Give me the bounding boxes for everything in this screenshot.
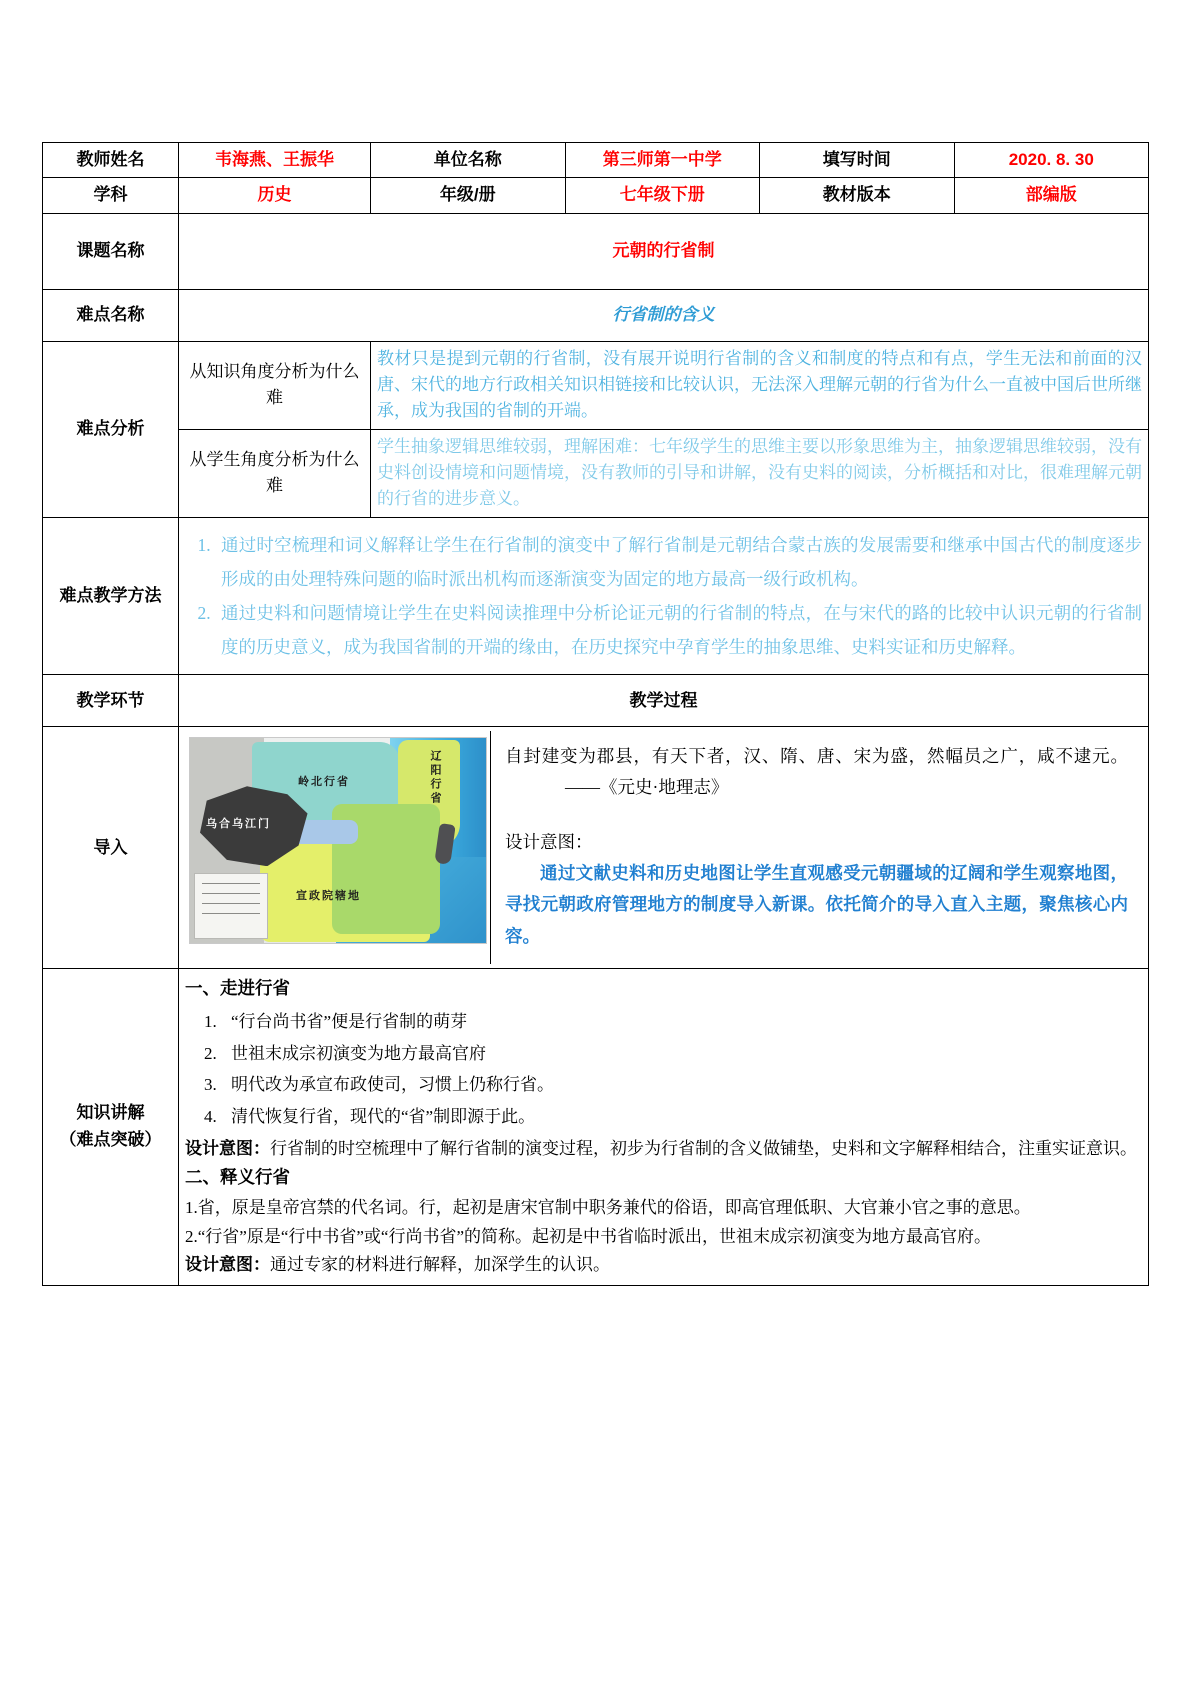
table-row-intro <box>43 727 1149 969</box>
list-item: 4. 清代恢复行省，现代的“省”制即源于此。 <box>221 1101 1142 1132</box>
list-item: 2. 通过史料和问题情境让学生在史料阅读推理中分析论证元朝的行省制的特点，在与宋代的路的比较中认识元朝的行省制度的历史意义，成为我国省制的开端的缘由，在历史探究中孕育学生的抽象思维、史料实证和历史解释。 <box>215 596 1142 664</box>
table-row-method <box>43 517 1149 675</box>
list-item: 2. 世祖末成宗初演变为地方最高官府 <box>221 1038 1142 1069</box>
source-quote <box>505 741 1128 802</box>
knowledge-intent1-text: 行省制的时空梳理中了解行省制的演变过程，初步为行省制的含义做铺垫，史料和文字解释相结合，注重实证意识。 <box>270 1139 1137 1158</box>
subject-label: 学科 <box>43 178 179 213</box>
teaching-method-cell <box>179 517 1149 675</box>
teaching-stage-label: 教学环节 <box>43 675 179 727</box>
table-row-analysis-student <box>43 429 1149 517</box>
map-legend <box>194 873 268 939</box>
fill-date-value: 2020. 8. 30 <box>954 143 1149 178</box>
table-row-analysis-knowledge <box>43 341 1149 429</box>
student-angle-text: 学生抽象逻辑思维较弱，理解困难：七年级学生的思维主要以形象思维为主，抽象逻辑思维较弱，没有史料创设情境和问题情境，没有教师的引导和讲解，没有史料的阅读，分析概括和对比，很难理解元朝的行省的进步意义。 <box>371 429 1149 517</box>
knowledge-label-line2: （难点突破） <box>59 1129 162 1149</box>
knowledge-intent2-label: 设计意图： <box>185 1255 270 1275</box>
table-row-subject <box>43 178 1149 213</box>
lesson-plan-table <box>42 142 1149 1286</box>
table-row-knowledge <box>43 969 1149 1285</box>
intro-label: 导入 <box>43 727 179 969</box>
difficulty-analysis-label: 难点分析 <box>43 341 179 517</box>
difficulty-name-value: 行省制的含义 <box>179 289 1149 341</box>
map-container <box>185 731 490 952</box>
grade-value: 七年级下册 <box>565 178 760 213</box>
textbook-version-value: 部编版 <box>954 178 1149 213</box>
teacher-name-label: 教师姓名 <box>43 143 179 178</box>
unit-name-value: 第三师第一中学 <box>565 143 760 178</box>
textbook-version-label: 教材版本 <box>760 178 955 213</box>
knowledge-label-line1: 知识讲解 <box>76 1103 145 1123</box>
knowledge-section2-p2: 2.“行省”原是“行中书省”或“行尚书省”的简称。起初是中书省临时派出，世祖末成宗初演变为地方最高官府。 <box>185 1226 992 1246</box>
grade-label: 年级/册 <box>371 178 566 213</box>
teacher-name-value: 韦海燕、王振华 <box>179 143 371 178</box>
source-quote-text: 自封建变为郡县，有天下者，汉、隋、唐、宋为盛，然幅员之广，咸不逮元。 <box>505 746 1128 767</box>
knowledge-angle-label: 从知识角度分析为什么难 <box>179 341 371 429</box>
topic-value: 元朝的行省制 <box>179 213 1149 289</box>
knowledge-content-cell <box>179 969 1149 1285</box>
knowledge-intent2-text: 通过专家的材料进行解释，加深学生的认识。 <box>270 1255 610 1275</box>
intro-content-cell <box>179 727 1149 969</box>
map-label-xuanzheng: 宣政院辖地 <box>296 890 361 903</box>
yuan-dynasty-province-map <box>189 737 487 944</box>
difficulty-name-label: 难点名称 <box>43 289 179 341</box>
teaching-method-label: 难点教学方法 <box>43 517 179 675</box>
table-row-difficulty-name <box>43 289 1149 341</box>
knowledge-section-label <box>43 969 179 1285</box>
topic-label: 课题名称 <box>43 213 179 289</box>
knowledge-intent1-label: 设计意图： <box>185 1139 270 1158</box>
list-item: 3. 明代改为承宣布政使司，习惯上仍称行省。 <box>221 1069 1142 1100</box>
knowledge-section2-title: 二、释义行省 <box>185 1167 290 1188</box>
map-label-liaoyang: 辽阳行省 <box>429 750 442 807</box>
table-row-teacher <box>43 143 1149 178</box>
knowledge-angle-text: 教材只是提到元朝的行省制，没有展开说明行省制的含义和制度的特点和有点，学生无法和前面的汉唐、宋代的地方行政相关知识相链接和比较认识，无法深入理解元朝的行省为什么一直被中国后世所继承，成为我国的省制的开端。 <box>371 341 1149 429</box>
teaching-process-label: 教学过程 <box>179 675 1149 727</box>
unit-name-label: 单位名称 <box>371 143 566 178</box>
list-item: 1. 通过时空梳理和词义解释让学生在行省制的演变中了解行省制是元朝结合蒙古族的发展需要和继承中国古代的制度逐步形成的由处理特殊问题的临时派出机构而逐渐演变为固定的地方最高一级行政机构。 <box>215 528 1142 596</box>
knowledge-intent2 <box>185 1252 1142 1278</box>
knowledge-section2-p1: 1.省，原是皇帝宫禁的代名词。行，起初是唐宋官制中职务兼代的俗语，即高官理低职、大官兼小官之事的意思。 <box>185 1198 1031 1218</box>
student-angle-label: 从学生角度分析为什么难 <box>179 429 371 517</box>
teaching-method-list <box>185 528 1142 665</box>
intro-text-block <box>490 731 1142 964</box>
map-label-lingbei: 岭北行省 <box>298 776 350 789</box>
knowledge-section1-list <box>185 1006 1142 1132</box>
fill-date-label: 填写时间 <box>760 143 955 178</box>
source-quote-attribution: ——《元史·地理志》 <box>565 776 729 797</box>
knowledge-intent1 <box>185 1136 1142 1162</box>
intro-intent-text: 通过文献史料和历史地图让学生直观感受元朝疆域的辽阔和学生观察地图，寻找元朝政府管理地方的制度导入新课。依托简介的导入直入主题，聚焦核心内容。 <box>505 862 1128 946</box>
map-label-ganjiang: 乌合乌江门 <box>206 818 271 831</box>
list-item: 1. “行台尚书省”便是行省制的萌芽 <box>221 1006 1142 1037</box>
subject-value: 历史 <box>179 178 371 213</box>
table-row-topic <box>43 213 1149 289</box>
table-row-process-header <box>43 675 1149 727</box>
intro-intent-label: 设计意图： <box>505 831 593 852</box>
knowledge-section1-title: 一、走进行省 <box>185 978 290 999</box>
